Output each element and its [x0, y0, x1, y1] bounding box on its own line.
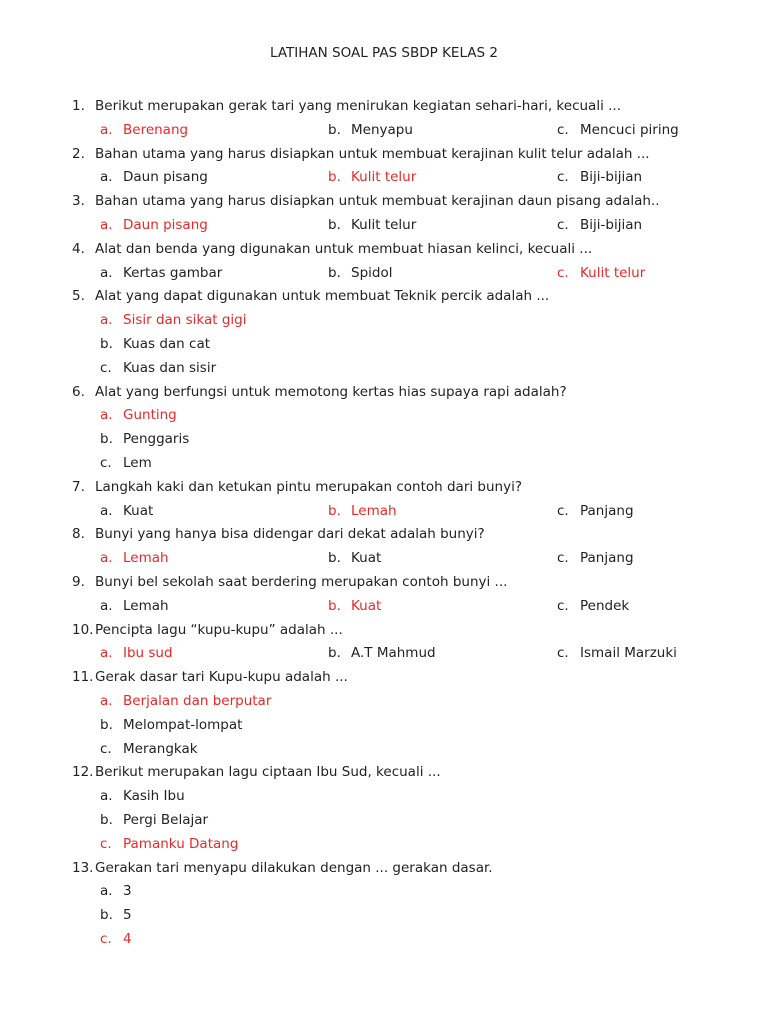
option-label: b.	[100, 811, 113, 828]
answer-option	[100, 500, 153, 524]
answer-option-correct	[100, 309, 247, 333]
option-text: Biji-bijian	[580, 169, 643, 186]
option-label: c.	[557, 502, 569, 519]
options-row	[0, 262, 768, 286]
option-text: Penggaris	[123, 431, 190, 448]
option-label: c.	[100, 930, 112, 947]
option-label: b.	[100, 431, 113, 448]
option-label: c.	[100, 454, 112, 471]
options-row	[0, 928, 768, 952]
option-text: 5	[123, 907, 132, 924]
options-row	[0, 452, 768, 476]
answer-option-correct	[100, 547, 169, 571]
question-text: Berikut merupakan gerak tari yang menirukan kegiatan sehari-hari, kecuali ...	[95, 98, 621, 114]
option-label: a.	[100, 216, 113, 233]
option-text: Kuat	[351, 597, 382, 614]
question-text: Bunyi yang hanya bisa didengar dari dekat adalah bunyi?	[95, 526, 485, 543]
option-label: b.	[100, 335, 113, 352]
answer-option	[100, 785, 185, 809]
answer-option	[100, 357, 216, 381]
question-number: 8.	[72, 526, 85, 543]
answer-option	[100, 809, 208, 833]
question-row	[0, 143, 768, 167]
page-title: LATIHAN SOAL PAS SBDP KELAS 2	[270, 45, 498, 61]
question-number: 3.	[72, 193, 85, 210]
answer-option-correct	[100, 119, 188, 143]
option-text: Ibu sud	[123, 645, 173, 662]
answer-option	[557, 595, 629, 619]
question-row	[0, 619, 768, 643]
option-text: Sisir dan sikat gigi	[123, 312, 247, 329]
option-label: a.	[100, 312, 113, 329]
question-text: Pencipta lagu “kupu-kupu” adalah ...	[95, 621, 343, 638]
option-label: c.	[557, 550, 569, 567]
question-text: Bahan utama yang harus disiapkan untuk membuat kerajinan daun pisang adalah..	[95, 193, 660, 210]
question-number: 1.	[72, 98, 85, 114]
option-label: c.	[557, 264, 569, 281]
option-text: Kertas gambar	[123, 264, 223, 281]
question-number: 4.	[72, 240, 85, 257]
question-row	[0, 571, 768, 595]
option-text: Lemah	[351, 502, 397, 519]
answer-option-correct	[100, 690, 271, 714]
question-row	[0, 238, 768, 262]
option-text: Menyapu	[351, 121, 413, 138]
option-text: 4	[123, 930, 132, 947]
answer-option	[557, 119, 679, 143]
options-row	[0, 690, 768, 714]
answer-option-correct	[328, 500, 397, 524]
option-label: b.	[328, 216, 341, 233]
answer-option-correct	[557, 262, 645, 286]
options-row	[0, 904, 768, 928]
options-row	[0, 642, 768, 666]
question-row	[0, 761, 768, 785]
option-text: Ismail Marzuki	[580, 645, 677, 662]
option-text: Daun pisang	[123, 169, 208, 186]
option-text: Lem	[123, 454, 152, 471]
option-text: Pamanku Datang	[123, 835, 239, 852]
option-label: c.	[557, 597, 569, 614]
question-text: Alat dan benda yang digunakan untuk membuat hiasan kelinci, kecuali ...	[95, 240, 593, 257]
answer-option	[100, 880, 132, 904]
option-label: a.	[100, 407, 113, 424]
question-number: 13.	[72, 859, 94, 876]
options-row	[0, 357, 768, 381]
option-text: Kasih Ibu	[123, 788, 185, 805]
option-label: c.	[100, 359, 112, 376]
option-text: Biji-bijian	[580, 216, 643, 233]
option-text: Spidol	[351, 264, 393, 281]
option-text: A.T Mahmud	[351, 645, 436, 662]
option-label: c.	[557, 216, 569, 233]
options-row	[0, 404, 768, 428]
answer-option	[100, 166, 208, 190]
question-number: 6.	[72, 383, 85, 400]
option-text: Kuat	[123, 502, 154, 519]
answer-option	[100, 595, 169, 619]
question-row	[0, 285, 768, 309]
question-text: Alat yang berfungsi untuk memotong kertas hias supaya rapi adalah?	[95, 383, 567, 400]
option-label: b.	[100, 907, 113, 924]
option-label: a.	[100, 883, 113, 900]
answer-option	[557, 500, 634, 524]
options-row	[0, 428, 768, 452]
option-text: Kulit telur	[351, 169, 417, 186]
option-label: c.	[557, 645, 569, 662]
option-text: Berenang	[123, 121, 189, 138]
question-text: Bahan utama yang harus disiapkan untuk membuat kerajinan kulit telur adalah ...	[95, 145, 650, 162]
option-text: Pendek	[580, 597, 630, 614]
answer-option	[328, 119, 413, 143]
options-row	[0, 333, 768, 357]
answer-option	[557, 642, 677, 666]
option-label: c.	[557, 169, 569, 186]
option-label: b.	[328, 169, 341, 186]
answer-option	[100, 452, 152, 476]
option-label: a.	[100, 788, 113, 805]
option-text: Kulit telur	[351, 216, 417, 233]
question-text: Langkah kaki dan ketukan pintu merupakan contoh dari bunyi?	[95, 478, 522, 495]
options-row	[0, 309, 768, 333]
answer-option	[100, 262, 222, 286]
option-text: Gunting	[123, 407, 177, 424]
answer-option	[328, 547, 381, 571]
option-text: Pergi Belajar	[123, 811, 209, 828]
answer-option	[328, 214, 416, 238]
question-number: 2.	[72, 145, 85, 162]
option-label: a.	[100, 692, 113, 709]
option-text: Melompat-lompat	[123, 716, 243, 733]
answer-option-correct	[100, 214, 208, 238]
option-label: b.	[328, 645, 341, 662]
options-row	[0, 500, 768, 524]
option-label: b.	[328, 502, 341, 519]
options-row	[0, 833, 768, 857]
question-number: 5.	[72, 288, 85, 305]
answer-option-correct	[100, 833, 238, 857]
options-row	[0, 214, 768, 238]
question-row	[0, 381, 768, 405]
question-row	[0, 190, 768, 214]
option-label: b.	[328, 597, 341, 614]
option-label: a.	[100, 264, 113, 281]
options-row	[0, 714, 768, 738]
options-row	[0, 738, 768, 762]
question-row	[0, 476, 768, 500]
option-text: Merangkak	[123, 740, 198, 757]
answer-option	[100, 738, 198, 762]
option-text: Berjalan dan berputar	[123, 692, 272, 709]
option-label: a.	[100, 169, 113, 186]
answer-option	[100, 333, 210, 357]
question-number: 7.	[72, 478, 85, 495]
option-label: a.	[100, 550, 113, 567]
option-label: b.	[328, 121, 341, 138]
question-number: 12.	[72, 764, 94, 781]
option-text: Mencuci piring	[580, 121, 679, 138]
options-row	[0, 809, 768, 833]
answer-option	[557, 214, 642, 238]
answer-option-correct	[100, 404, 177, 428]
answer-option-correct	[328, 595, 381, 619]
option-text: Kuas dan cat	[123, 335, 211, 352]
option-text: Daun pisang	[123, 216, 208, 233]
option-text: Panjang	[580, 502, 634, 519]
options-row	[0, 880, 768, 904]
option-label: a.	[100, 645, 113, 662]
question-row	[0, 857, 768, 881]
option-text: Kuas dan sisir	[123, 359, 217, 376]
answer-option-correct	[100, 642, 173, 666]
question-row	[0, 95, 768, 119]
option-label: c.	[100, 835, 112, 852]
option-text: Lemah	[123, 597, 169, 614]
question-text: Alat yang dapat digunakan untuk membuat Teknik percik adalah ...	[95, 288, 550, 305]
options-row	[0, 166, 768, 190]
question-number: 10.	[72, 621, 94, 638]
question-text: Bunyi bel sekolah saat berdering merupakan contoh bunyi ...	[95, 573, 508, 590]
question-number: 11.	[72, 669, 94, 686]
answer-option	[328, 642, 436, 666]
answer-option	[557, 547, 634, 571]
question-text: Gerakan tari menyapu dilakukan dengan ... gerakan dasar.	[95, 859, 493, 876]
option-label: a.	[100, 121, 113, 138]
answer-option	[100, 714, 242, 738]
question-list	[0, 95, 768, 952]
answer-option-correct	[328, 166, 416, 190]
option-label: a.	[100, 502, 113, 519]
options-row	[0, 547, 768, 571]
option-text: Kuat	[351, 550, 382, 567]
answer-option	[100, 428, 189, 452]
options-row	[0, 785, 768, 809]
answer-option	[557, 166, 642, 190]
option-text: Panjang	[580, 550, 634, 567]
option-label: b.	[328, 550, 341, 567]
answer-option-correct	[100, 928, 132, 952]
question-row	[0, 523, 768, 547]
option-label: b.	[328, 264, 341, 281]
option-label: a.	[100, 597, 113, 614]
question-text: Gerak dasar tari Kupu-kupu adalah ...	[95, 669, 348, 686]
option-text: 3	[123, 883, 132, 900]
option-label: b.	[100, 716, 113, 733]
options-row	[0, 595, 768, 619]
option-label: c.	[557, 121, 569, 138]
question-text: Berikut merupakan lagu ciptaan Ibu Sud, kecuali ...	[95, 764, 441, 781]
question-number: 9.	[72, 573, 85, 590]
option-text: Kulit telur	[580, 264, 646, 281]
answer-option	[328, 262, 392, 286]
answer-option	[100, 904, 132, 928]
option-text: Lemah	[123, 550, 169, 567]
question-row	[0, 666, 768, 690]
options-row	[0, 119, 768, 143]
option-label: c.	[100, 740, 112, 757]
